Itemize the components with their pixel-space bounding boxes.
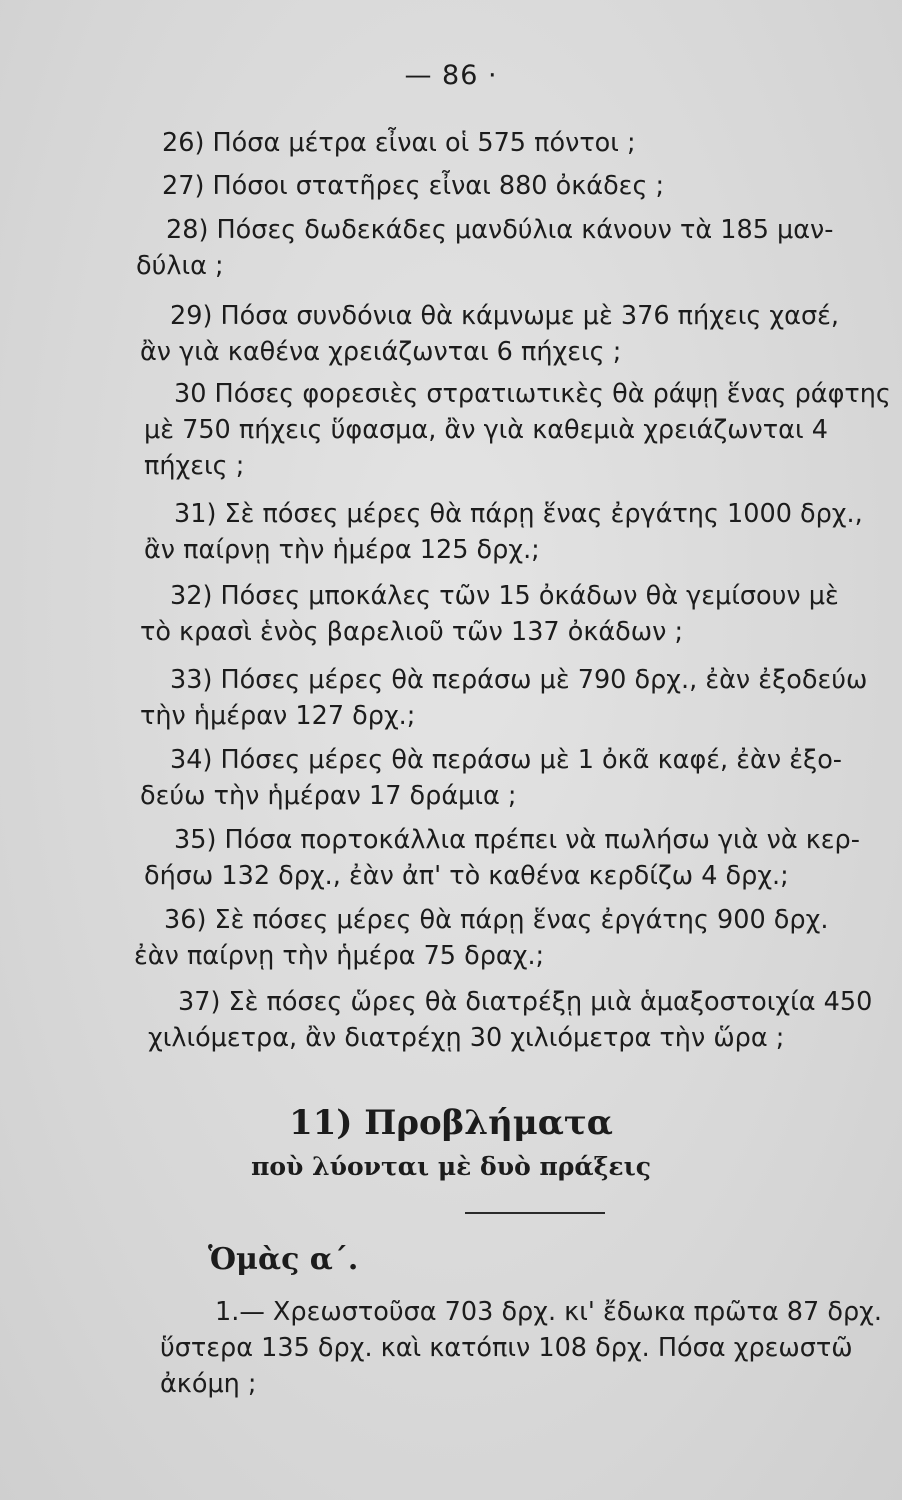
problem-line: δύλια ; [136,251,224,281]
problem-line: πήχεις ; [144,451,245,481]
problem-line: 34) Πόσες μέρες θὰ περάσω μὲ 1 ὀκᾶ καφέ, ἐὰν ἐξο- [170,745,843,775]
problem-32 [140,578,902,650]
group-heading: Ὁμὰς α΄. [208,1242,359,1277]
problem-36 [134,902,902,974]
problem-line: μὲ 750 πήχεις ὕφασμα, ἂν γιὰ καθεμιὰ χρειάζωνται 4 [144,415,828,445]
problem-line: ἂν γιὰ καθένα χρειάζωνται 6 πήχεις ; [140,337,622,367]
problem-line: 37) Σὲ πόσες ὥρες θὰ διατρέξῃ μιὰ ἁμαξοστοιχία 450 [178,987,873,1017]
problem-1 [160,1294,902,1402]
section-subtitle: ποὺ λύονται μὲ δυὸ πράξεις [251,1152,651,1181]
problem-line: δήσω 132 δρχ., ἐὰν ἀπ' τὸ καθένα κερδίζω 4 δρχ.; [144,861,789,891]
problem-31 [144,496,902,568]
problem-line: 30 Πόσες φορεσιὲς στρατιωτικὲς θὰ ράψῃ ἕνας ράφτης [174,379,891,409]
problem-29 [140,298,902,370]
problem-line: 29) Πόσα συνδόνια θὰ κάμνωμε μὲ 376 πήχεις χασέ, [170,301,840,331]
problem-line: 1.— Χρεωστοῦσα 703 δρχ. κι' ἔδωκα πρῶτα 87 δρχ. [215,1297,882,1327]
problem-line: 33) Πόσες μέρες θὰ περάσω μὲ 790 δρχ., ἐὰν ἐξοδεύω [170,665,868,695]
problem-line: 35) Πόσα πορτοκάλλια πρέπει νὰ πωλήσω γιὰ νὰ κερ- [174,825,860,855]
problem-28 [136,212,902,284]
section-title: 11) Προβλήματα [289,1103,613,1143]
problem-line: ἐὰν παίρνῃ τὴν ἡμέρα 75 δραχ.; [134,941,545,971]
divider [465,1212,605,1214]
problem-line: 32) Πόσες μποκάλες τῶν 15 ὀκάδων θὰ γεμίσουν μὲ [170,581,839,611]
problem-line: 27) Πόσοι στατῆρες εἶναι 880 ὀκάδες ; [162,171,665,201]
problem-line: τὸ κρασὶ ἑνὸς βαρελιοῦ τῶν 137 ὀκάδων ; [140,617,684,647]
problem-line: ἀκόμη ; [160,1369,257,1399]
problem-line: 31) Σὲ πόσες μέρες θὰ πάρῃ ἕνας ἐργάτης 1000 δρχ., [174,499,863,529]
problem-33 [140,662,902,734]
problem-27 [132,168,902,204]
problem-35 [144,822,902,894]
problem-line: 36) Σὲ πόσες μέρες θὰ πάρῃ ἕνας ἐργάτης 900 δρχ. [164,905,829,935]
problem-line: 28) Πόσες δωδεκάδες μανδύλια κάνουν τὰ 185 μαν- [166,215,834,245]
problem-26 [132,125,902,161]
problem-37 [148,984,902,1056]
problem-30 [144,376,902,484]
problem-line: δεύω τὴν ἡμέραν 17 δράμια ; [140,781,517,811]
problem-34 [140,742,902,814]
problem-line: 26) Πόσα μέτρα εἶναι οἱ 575 πόντοι ; [162,128,636,158]
problem-line: χιλιόμετρα, ἂν διατρέχῃ 30 χιλιόμετρα τὴν ὥρα ; [148,1023,785,1053]
page-number: — 86 · [404,60,498,91]
problem-line: ὕστερα 135 δρχ. καὶ κατόπιν 108 δρχ. Πόσα χρεωστῶ [160,1333,853,1363]
problem-line: τὴν ἡμέραν 127 δρχ.; [140,701,416,731]
problem-line: ἂν παίρνῃ τὴν ἡμέρα 125 δρχ.; [144,535,540,565]
